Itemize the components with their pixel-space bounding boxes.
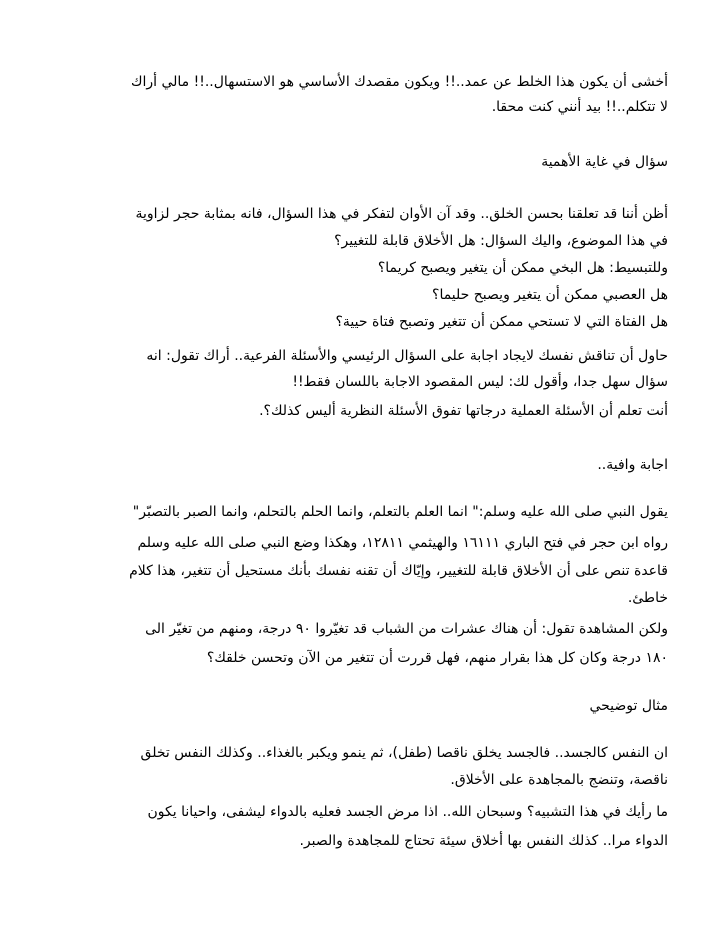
paragraph-line: الدواء مرا.. كذلك النفس بها أخلاق سيئة تحتاج للمجاهدة والصبر. bbox=[299, 833, 668, 849]
paragraph-line: ناقصة، وتنضج بالمجاهدة على الأخلاق. bbox=[450, 772, 668, 788]
paragraph-line: خاطئ. bbox=[627, 590, 668, 606]
paragraph-line: ١٨٠ درجة وكان كل هذا بقرار منهم، فهل قررت أن تتغير من الآن وتحسن خلقك؟ bbox=[206, 650, 668, 666]
paragraph-line: أظن أننا قد تعلقنا بحسن الخلق.. وقد آن الأوان لتفكر في هذا السؤال، فانه بمثابة حجر لزاوية bbox=[135, 206, 668, 222]
paragraph-line: حاول أن تناقش نفسك لايجاد اجابة على السؤال الرئيسي والأسئلة الفرعية.. أراك تقول: انه bbox=[146, 348, 668, 364]
paragraph-line: أخشى أن يكون هذا الخلط عن عمد..!! ويكون مقصدك الأساسي هو الاستسهال..!! مالي أراك bbox=[130, 74, 668, 90]
paragraph-line: وللتبسيط: هل البخي ممكن أن يتغير ويصبح كريما؟ bbox=[377, 260, 668, 276]
section-heading: اجابة وافية.. bbox=[597, 457, 668, 473]
paragraph-line: لا تتكلم..!! بيد أنني كنت محقا. bbox=[491, 99, 668, 115]
paragraph-line: في هذا الموضوع، واليك السؤال: هل الأخلاق قابلة للتغيير؟ bbox=[334, 233, 668, 249]
section-heading: مثال توضيحي bbox=[589, 698, 668, 714]
paragraph-line: هل الفتاة التي لا تستحي ممكن أن تتغير وتصبح فتاة حيية؟ bbox=[335, 314, 668, 330]
paragraph-line: يقول النبي صلى الله عليه وسلم:" انما العلم بالتعلم، وانما الحلم بالتحلم، وانما الصبر بالتصبّر" bbox=[132, 504, 668, 520]
paragraph-line: ما رأيك في هذا التشبيه؟ وسبحان الله.. اذا مرض الجسد فعليه بالدواء ليشفى، واحيانا يكون bbox=[147, 804, 668, 820]
paragraph-line: رواه ابن حجر في فتح الباري ١٦١١١ والهيثمي ١٢٨١١، وهكذا وضع النبي صلى الله عليه وسلم bbox=[137, 535, 668, 551]
section-heading: سؤال في غاية الأهمية bbox=[541, 154, 668, 170]
paragraph-line: ولكن المشاهدة تقول: أن هناك عشرات من الشباب قد تغيّروا ٩٠ درجة، ومنهم من تغيّر الى bbox=[145, 621, 668, 637]
paragraph-line: أنت تعلم أن الأسئلة العملية درجاتها تفوق الأسئلة النظرية أليس كذلك؟. bbox=[259, 403, 668, 419]
paragraph-line: ان النفس كالجسد.. فالجسد يخلق ناقصا (طفل)، ثم ينمو ويكبر بالغذاء.. وكذلك النفس تخلق bbox=[140, 745, 668, 761]
paragraph-line: سؤال سهل جدا، وأقول لك: ليس المقصود الاجابة باللسان فقط!! bbox=[292, 374, 668, 390]
paragraph-line: هل العصبي ممكن أن يتغير ويصبح حليما؟ bbox=[432, 287, 668, 303]
paragraph-line: قاعدة تنص على أن الأخلاق قابلة للتغيير، وإيّاك أن تقنه نفسك بأنك مستحيل أن تتغير، هذا كلام bbox=[129, 563, 668, 579]
